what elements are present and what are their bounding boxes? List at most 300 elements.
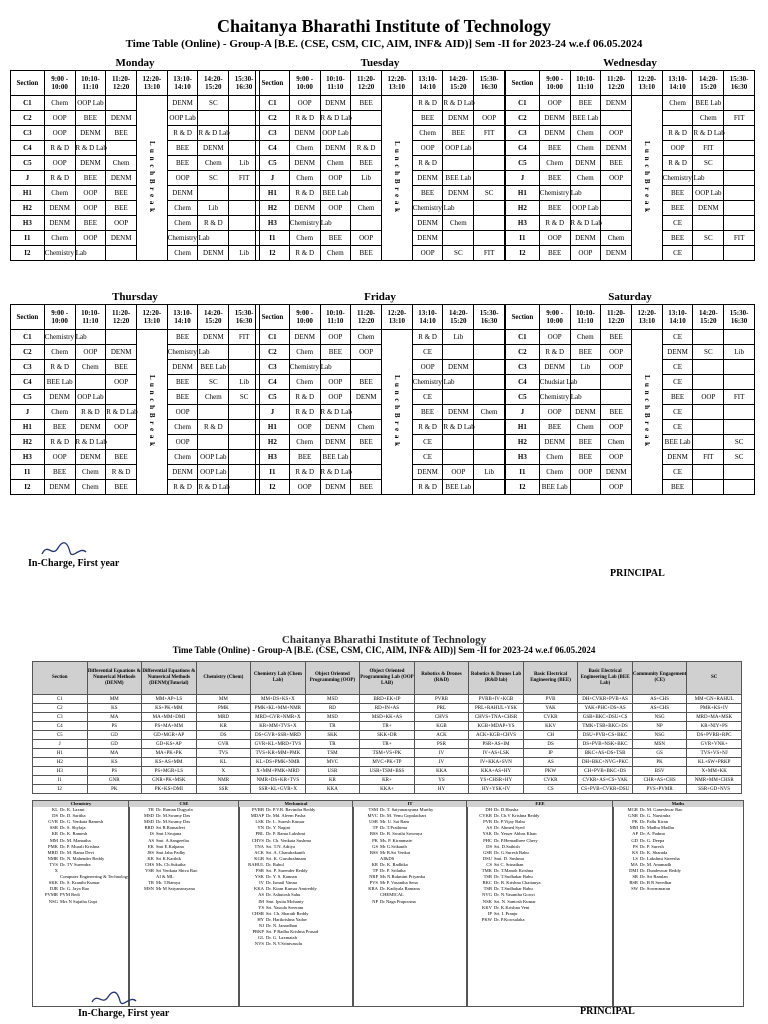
table-row [11,405,260,420]
section-cell: J [256,171,290,186]
faculty-code: YS [258,904,264,910]
period-cell: DENM [351,390,382,405]
allocation-cell: SSR+KL+GVR+X [251,785,306,794]
period-cell: Chem [570,126,601,141]
period-cell: Chem [320,246,351,261]
period-cell: Chem [75,480,106,495]
period-cell: Chem [539,156,570,171]
period-cell: CE [412,390,443,405]
period-cell: Chem [167,216,198,231]
faculty-name: Dr. K. Laxmi [60,807,85,813]
allocation-cell: MA [87,749,142,758]
period-cell [106,330,137,345]
period-cell [443,435,474,450]
column-header: 10:10- 11:10 [75,305,106,330]
period-cell: DENM [320,435,351,450]
allocation-row [33,767,742,776]
allocation-cell: NMR+MM+CHSR [687,776,742,785]
period-cell: OOP [662,141,693,156]
period-cell [106,390,137,405]
period-cell: FIT [474,126,505,141]
allocation-cell: I1 [33,776,88,785]
section-cell: C2 [256,111,290,126]
allocation-cell: TR+ [360,740,415,749]
period-cell: BEE [539,246,570,261]
allocation-cell: BRD+EK+IP [360,695,415,704]
period-cell: OOP [106,216,137,231]
allocation-table [32,661,742,794]
allocation-cell: AS+CHS [632,695,687,704]
period-cell: SC [198,96,229,111]
period-cell [351,186,382,201]
table-row [506,405,755,420]
period-cell: OOP Lab [443,141,474,156]
section-cell: C1 [256,96,290,111]
period-cell: DENM [539,360,570,375]
period-cell: Chem [539,450,570,465]
period-cell: Lib [229,246,260,261]
faculty-name: Dr Naga Prapoorna [380,898,416,904]
faculty-name: Smt. D. Sushma [494,855,524,861]
section-cell: H2 [256,201,290,216]
period-cell: OOP [44,111,75,126]
period-cell: Chem [289,141,320,156]
period-cell [601,111,632,126]
period-cell: BEE [662,480,693,495]
period-cell: Chem [167,246,198,261]
faculty-name: Dr. M.Swamy Das [156,819,191,825]
period-cell [601,390,632,405]
section-cell: C1 [11,96,45,111]
period-cell [474,216,505,231]
faculty-name: Dr. Yesser Abbas Khan [494,831,537,837]
period-cell: Chem [601,435,632,450]
table-row [256,156,505,171]
period-cell: DENM [443,405,474,420]
allocation-cell: GSB+BKC+DSU+CS [578,713,633,722]
period-cell: DENM [601,96,632,111]
period-cell: OOP Lab [693,186,724,201]
period-cell: Chem [570,141,601,156]
table-row [256,480,505,495]
table-row [506,330,755,345]
faculty-name: Sri Venkata Shiva Rao [156,868,198,874]
section-cell: H1 [506,186,540,201]
allocation-cell: BSV [632,767,687,776]
allocation-cell: MSN [632,740,687,749]
column-header: 12:20- 13:10 [632,305,663,330]
faculty-name: Dr. P.Hemadhree Chery [494,837,538,843]
table-row [11,186,260,201]
lunch-break-label: L u n c h B r e a k [392,375,401,447]
allocation-cell: KGB [414,722,469,731]
faculty-code: CS [486,861,492,867]
faculty-code: PVS [369,880,378,886]
allocation-header: Basic Electrical Engineering Lab (BEE Lab) [578,662,633,695]
section-cell: H1 [506,420,540,435]
period-cell: DENM [601,246,632,261]
allocation-cell: HY [414,785,469,794]
period-cell: DENM [167,360,198,375]
faculty-name: Dr. P. Murali Krishna [60,843,100,849]
period-cell: BEE [539,171,570,186]
period-cell: BEE [75,216,106,231]
allocation-cell: CH [523,731,578,740]
table-row [256,450,505,465]
faculty-name: Sri B.Ramadevi [156,825,186,831]
period-cell: Chemistry Lab [289,360,320,375]
table-row [11,345,260,360]
table-row [506,360,755,375]
faculty-name: Mr P. Vasantha Sena [380,880,418,886]
allocation-cell: MM [87,695,142,704]
faculty-code: TSB [483,886,492,892]
lunch-break-cell [382,96,413,261]
period-cell [443,345,474,360]
faculty-name: Dr. Kiran Kumar Amireddy [266,886,317,892]
table-row [11,231,260,246]
allocation-cell: MM+DS+KS+X [251,695,306,704]
period-cell: BEE [167,156,198,171]
faculty-code: BSS [369,849,378,855]
table-row [506,375,755,390]
period-cell: R & D Lab [443,96,474,111]
period-cell [693,375,724,390]
period-cell: R & D Lab [570,216,601,231]
faculty-code: MA [630,861,638,867]
column-header: 10:10- 11:10 [75,71,106,96]
faculty-department: CSE [129,801,239,807]
faculty-code: PVB [483,819,492,825]
allocation-cell: MM+AP+LS [142,695,197,704]
column-header: 9:00 - 10:00 [44,71,75,96]
faculty-name: Sri. K. Gurubrahmam [266,855,307,861]
period-cell [106,96,137,111]
period-cell [724,480,755,495]
period-cell: R & D [662,156,693,171]
period-cell: Chemistry Lab [44,246,75,261]
faculty-code: YAK [482,831,492,837]
period-cell [474,390,505,405]
period-cell: DENM [75,156,106,171]
allocation-cell: PMK [196,704,251,713]
period-cell: BEE Lab [570,111,601,126]
period-cell [693,420,724,435]
period-cell: BEE [570,450,601,465]
allocation-cell: KS+PK+MM [142,704,197,713]
faculty-name: Dr. Kadiyala Ramana [380,886,420,892]
faculty-name: Dr. T. Satyanarayana Murthy [380,807,434,813]
period-cell [443,156,474,171]
table-row [506,126,755,141]
period-cell [351,360,382,375]
period-cell: Chem [198,390,229,405]
allocation-cell: CS+PVB+CVKR+DSU [578,785,633,794]
allocation-cell: MSD+KK+AS [360,713,415,722]
table-row [11,111,260,126]
allocation-cell: GVR+KL+MRD+TVS [251,740,306,749]
section-cell: C5 [11,156,45,171]
period-cell: DENM [320,420,351,435]
column-header: 15:30- 16:30 [229,305,260,330]
allocation-cell: C1 [33,695,88,704]
period-cell: BEE Lab [320,450,351,465]
day-block-monday [10,56,260,261]
faculty-code: LS [632,855,638,861]
period-cell: OOP [693,390,724,405]
faculty-name: CHEMICAL [380,892,404,898]
period-cell [601,201,632,216]
period-cell: R & D [539,216,570,231]
period-cell: OOP [75,231,106,246]
period-cell: R & D [44,435,75,450]
period-cell: OOP Lab [167,111,198,126]
faculty-code: SKK [48,880,58,886]
faculty-name: Dr. K.Krishna Veni [494,904,530,910]
section-cell: H1 [256,186,290,201]
allocation-row [33,785,742,794]
period-cell [601,186,632,201]
allocation-cell: YAK [523,704,578,713]
section-cell: H1 [11,186,45,201]
section-cell: C1 [11,330,45,345]
allocation-cell: KR+NIY+PS [687,722,742,731]
column-header: 10:10- 11:10 [320,305,351,330]
period-cell: Lib [443,330,474,345]
period-cell: CE [662,246,693,261]
faculty-name: Dr. Ashutosh Sahu [266,892,301,898]
day-block-tuesday [255,56,505,261]
column-header: 11:20- 12:20 [106,305,137,330]
period-cell [724,405,755,420]
table-row [11,126,260,141]
faculty-name: Dr. D.Harsha [494,807,519,813]
faculty-code: TP [372,868,378,874]
faculty-code: CHSR [251,910,264,916]
period-cell: OOP [289,420,320,435]
period-cell: OOP [412,141,443,156]
faculty-name: Sri. Ch. Sharath Reddy [266,910,309,916]
period-cell [724,360,755,375]
allocation-cell: I2 [33,785,88,794]
faculty-code: MSD [144,819,154,825]
faculty-code: PSR [255,868,264,874]
period-cell: Chem [106,156,137,171]
period-cell: OOP [351,231,382,246]
period-cell: OOP [601,450,632,465]
period-cell [601,216,632,231]
period-cell: FIT [724,111,755,126]
allocation-cell: USR [305,767,360,776]
period-cell: R & D [412,420,443,435]
section-cell: H3 [11,450,45,465]
section-cell: I2 [11,246,45,261]
incharge-signature-bottom [90,990,140,1008]
faculty-name: Dr. A. Padma [640,831,665,837]
period-cell: R & D [289,186,320,201]
allocation-row [33,758,742,767]
faculty-name: Dr. N. Mahender Reddy [60,855,105,861]
allocation-cell: SSR+GD+NVS [687,785,742,794]
faculty-code: PVMR [44,892,58,898]
faculty-code: VSR [145,868,154,874]
period-cell [198,111,229,126]
column-header: 14:20- 15:20 [198,71,229,96]
page-subtitle: Time Table (Online) - Group-A [B.E. (CSE, CSM, CIC, AIM, INF& AID)] Sem -II for 2023-24 w.e.f 06.05.2024 [125,38,643,50]
section-cell: C5 [11,390,45,405]
allocation-row [33,704,742,713]
faculty-name: Dr. M. Ganeshwar Rao [640,807,683,813]
table-row [11,465,260,480]
allocation-cell: MRD+MA+MSK [687,713,742,722]
period-cell: CE [662,420,693,435]
period-cell: DENM [443,111,474,126]
allocation-cell: PVS+PVMR [632,785,687,794]
table-row [506,201,755,216]
faculty-name: Ms N.Rukmini Priyanka [380,874,426,880]
allocation-title: Chaitanya Bharathi Institute of Technology [281,634,487,646]
period-cell: OOP [167,405,198,420]
period-cell [724,141,755,156]
faculty-code: IP [487,910,492,916]
faculty-code: USR [369,819,378,825]
faculty-entry [33,899,129,905]
column-header: 9:00 - 10:00 [44,305,75,330]
allocation-header: Basic Electrical Engineering (BEE) [523,662,578,695]
period-cell: OOP [601,420,632,435]
faculty-code: KKV [482,904,492,910]
day-block-wednesday [505,56,755,261]
faculty-code: KGB [254,855,264,861]
period-cell: R & D [106,465,137,480]
table-row [256,375,505,390]
period-cell [474,360,505,375]
table-row [256,405,505,420]
period-cell: DENM [75,450,106,465]
table-row [256,420,505,435]
allocation-header: Section [33,662,88,695]
section-cell: I2 [256,480,290,495]
faculty-name: Mr B.Sri Venkat [380,849,411,855]
allocation-cell: YS [414,776,469,785]
period-cell [198,435,229,450]
faculty-department: EEE [467,801,613,807]
faculty-code: LSK [255,819,264,825]
faculty-code: MDAP [250,813,264,819]
faculty-code: DS [52,813,58,819]
table-row [256,390,505,405]
section-cell: I1 [506,465,540,480]
faculty-code: JSS [147,849,154,855]
period-cell: DENM [44,390,75,405]
faculty-name: Dr. P. Rama Lakshmi [266,831,306,837]
period-cell [474,435,505,450]
faculty-code: PVRB [251,807,264,813]
period-cell: BEE Lab [443,171,474,186]
column-header: 13:10- 14:10 [412,305,443,330]
allocation-cell: AS [523,758,578,767]
table-row [506,246,755,261]
period-cell [474,231,505,246]
period-cell: OOP [75,345,106,360]
faculty-department: Mechanical [239,801,353,807]
table-row [256,345,505,360]
faculty-name: Dr. M. Anumadh [640,861,672,867]
faculty-name: Dr. M.Swamy Das [156,813,191,819]
faculty-code: DMI [629,868,638,874]
faculty-column [352,800,468,1007]
table-row [506,156,755,171]
period-cell: SC [693,231,724,246]
faculty-name: Dr. N.Vasantha Gowri [494,892,535,898]
period-cell [724,126,755,141]
faculty-name: Dr. Dundeswar Reddy [640,868,681,874]
allocation-cell: KS+AS+MM [142,758,197,767]
faculty-name: Dr. P.Vijay Babu [494,819,525,825]
period-cell: BEE [412,405,443,420]
table-row [506,345,755,360]
faculty-name: Sri. P Radha Krishna Prasad [266,928,319,934]
period-cell [106,435,137,450]
period-cell: Lib [198,201,229,216]
period-cell: R & D [539,345,570,360]
period-cell: BEE [662,390,693,405]
period-cell: BEE Lab [44,375,75,390]
faculty-name: Mr. T.Ramya [156,880,181,886]
faculty-code: TP [372,825,378,831]
faculty-name: Sri. D.Sathish [494,843,520,849]
faculty-code: PKW [481,916,492,922]
day-block-friday [255,290,505,495]
allocation-cell: PSR+AS+IM [469,740,524,749]
allocation-cell: DH+CVKR+PVB+AS [578,695,633,704]
section-cell: C5 [506,156,540,171]
period-cell: DENM [289,156,320,171]
table-row [256,435,505,450]
period-cell: Chem [44,405,75,420]
faculty-code: KRA [368,886,378,892]
period-cell: DENM [106,111,137,126]
table-row [256,216,505,231]
period-cell: Chem [351,330,382,345]
section-cell: C5 [256,390,290,405]
period-cell: R & D [289,246,320,261]
faculty-code: IV [259,880,264,886]
period-cell: Chem [443,216,474,231]
faculty-entry [353,899,467,905]
allocation-cell: HY+YSK+IV [469,785,524,794]
day-block-thursday [10,290,260,495]
period-cell: BEE [106,126,137,141]
column-header: 15:30- 16:30 [229,71,260,96]
faculty-name: Dr. TV Surendra [60,861,91,867]
period-cell: DENM [570,231,601,246]
allocation-cell: RD+IN+AS [360,704,415,713]
period-cell: OOP [474,111,505,126]
faculty-department: IT [353,801,467,807]
section-cell: I2 [506,246,540,261]
allocation-cell: CVKR [523,713,578,722]
table-row [11,420,260,435]
period-cell: Chem [198,156,229,171]
period-cell: OOP [539,231,570,246]
period-cell: DENM [75,420,106,435]
allocation-cell: PK+KS+DMI [142,785,197,794]
period-cell: BEE [570,96,601,111]
faculty-entry [239,941,353,947]
period-cell: FIT [724,231,755,246]
table-row [256,231,505,246]
